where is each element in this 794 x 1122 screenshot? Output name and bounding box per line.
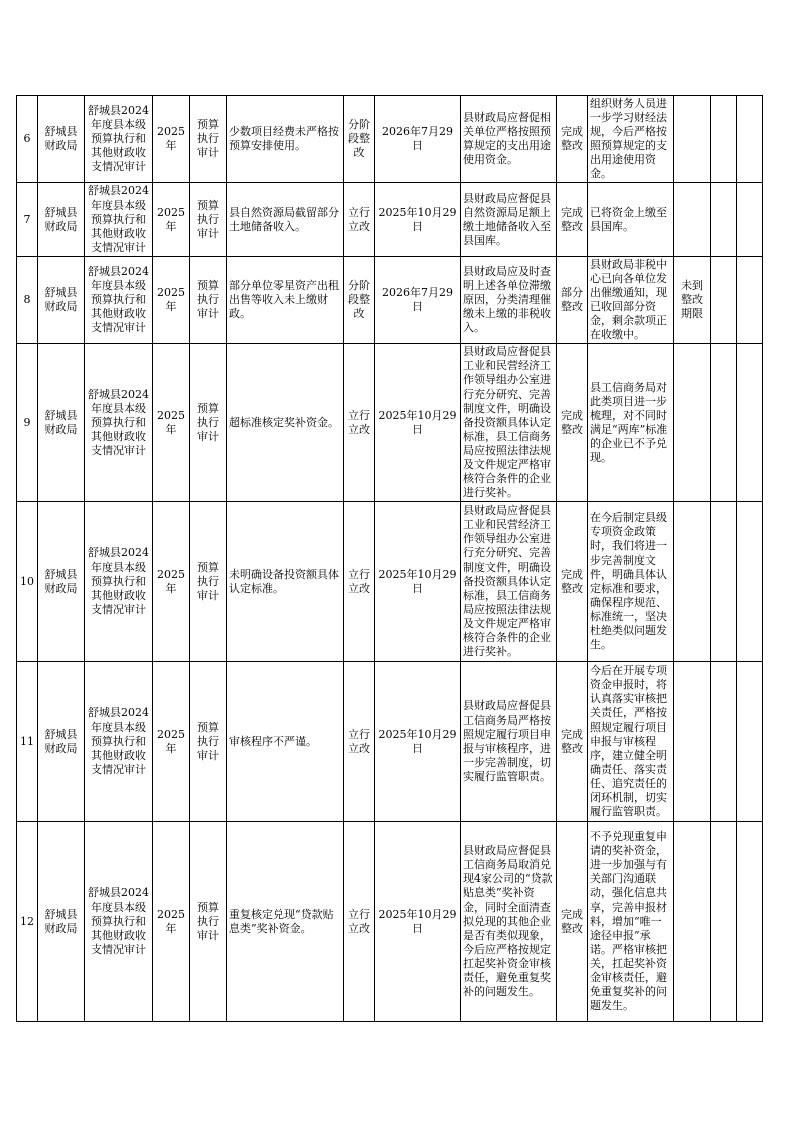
table-row xyxy=(17,822,763,1022)
rectification-method: 立行立改 xyxy=(344,502,375,662)
rectification-status: 完成整改 xyxy=(557,96,588,183)
audited-unit: 舒城县财政局 xyxy=(38,822,85,1022)
issue-description: 少数项目经费未严格按预算安排使用。 xyxy=(227,96,344,183)
audit-type: 预算执行审计 xyxy=(190,822,227,1022)
remark-cell xyxy=(711,662,737,822)
rectification-table xyxy=(16,95,763,1022)
rectification-deadline: 2025年10月29日 xyxy=(375,183,461,256)
audit-year: 2025年 xyxy=(153,822,190,1022)
incomplete-reason xyxy=(674,662,711,822)
rectification-requirement: 县财政局应及时查明上述各单位滞缴原因，分类清理催缴未上缴的非税收入。 xyxy=(461,256,557,343)
audit-project: 舒城县2024年度县本级预算执行和其他财政收支情况审计 xyxy=(85,96,153,183)
rectification-method: 立行立改 xyxy=(344,344,375,502)
audit-project: 舒城县2024年度县本级预算执行和其他财政收支情况审计 xyxy=(85,256,153,343)
audited-unit: 舒城县财政局 xyxy=(38,662,85,822)
rectification-result: 今后在开展专项资金申报时，将认真落实审核把关责任，严格按照规定履行项目申报与审核程序，建立健全明确责任、落实责任、追究责任的闭环机制，切实履行监管职责。 xyxy=(588,662,674,822)
rectification-status: 完成整改 xyxy=(557,344,588,502)
remark-cell xyxy=(711,502,737,662)
row-number: 7 xyxy=(17,183,38,256)
rectification-status: 完成整改 xyxy=(557,183,588,256)
row-number: 12 xyxy=(17,822,38,1022)
audited-unit: 舒城县财政局 xyxy=(38,96,85,183)
rectification-deadline: 2025年10月29日 xyxy=(375,344,461,502)
audit-project: 舒城县2024年度县本级预算执行和其他财政收支情况审计 xyxy=(85,183,153,256)
incomplete-reason xyxy=(674,344,711,502)
rectification-deadline: 2026年7月29日 xyxy=(375,256,461,343)
table-row xyxy=(17,256,763,343)
audit-type: 预算执行审计 xyxy=(190,344,227,502)
issue-description: 超标准核定奖补资金。 xyxy=(227,344,344,502)
audit-type: 预算执行审计 xyxy=(190,502,227,662)
audited-unit: 舒城县财政局 xyxy=(38,183,85,256)
audit-type: 预算执行审计 xyxy=(190,256,227,343)
rectification-method: 立行立改 xyxy=(344,822,375,1022)
audit-project: 舒城县2024年度县本级预算执行和其他财政收支情况审计 xyxy=(85,822,153,1022)
remark-cell xyxy=(711,344,737,502)
audit-year: 2025年 xyxy=(153,183,190,256)
rectification-method: 立行立改 xyxy=(344,183,375,256)
row-number: 9 xyxy=(17,344,38,502)
incomplete-reason xyxy=(674,183,711,256)
remark-cell xyxy=(711,256,737,343)
rectification-deadline: 2025年10月29日 xyxy=(375,662,461,822)
rectification-requirement: 县财政局应督促县工信商务局取消兑现4家公司的“贷款贴息类”奖补资金，同时全面清查拟兑现的其他企业是否有类似现象，今后应严格按规定扛起奖补资金审核责任，避免重复奖补的问题发生。 xyxy=(461,822,557,1022)
extra-cell xyxy=(737,96,763,183)
issue-description: 重复核定兑现“贷款贴息类”奖补资金。 xyxy=(227,822,344,1022)
audit-year: 2025年 xyxy=(153,662,190,822)
rectification-result: 在今后制定县级专项资金政策时，我们将进一步完善制度文件，明确具体认定标准和要求，确保程序规范、标准统一，坚决杜绝类似问题发生。 xyxy=(588,502,674,662)
audit-year: 2025年 xyxy=(153,96,190,183)
rectification-result: 县财政局非税中心已向各单位发出催缴通知，现已收回部分资金，剩余款项正在收缴中。 xyxy=(588,256,674,343)
rectification-status: 部分整改 xyxy=(557,256,588,343)
extra-cell xyxy=(737,183,763,256)
rectification-requirement: 县财政局应督促县工信商务局严格按照规定履行项目申报与审核程序，进一步完善制度，切实履行监管职责。 xyxy=(461,662,557,822)
audit-project: 舒城县2024年度县本级预算执行和其他财政收支情况审计 xyxy=(85,502,153,662)
table-row xyxy=(17,183,763,256)
rectification-method: 立行立改 xyxy=(344,662,375,822)
issue-description: 部分单位零星资产出租出售等收入未上缴财政。 xyxy=(227,256,344,343)
rectification-requirement: 县财政局应督促县工业和民营经济工作领导组办公室进行充分研究、完善制度文件，明确设备投资额具体认定标准，县工信商务局应按照法律法规及文件规定严格审核符合条件的企业进行奖补。 xyxy=(461,502,557,662)
rectification-result: 已将资金上缴至县国库。 xyxy=(588,183,674,256)
rectification-status: 完成整改 xyxy=(557,502,588,662)
audited-unit: 舒城县财政局 xyxy=(38,256,85,343)
incomplete-reason xyxy=(674,822,711,1022)
extra-cell xyxy=(737,256,763,343)
incomplete-reason xyxy=(674,502,711,662)
audit-type: 预算执行审计 xyxy=(190,662,227,822)
audit-type: 预算执行审计 xyxy=(190,183,227,256)
rectification-deadline: 2025年10月29日 xyxy=(375,822,461,1022)
extra-cell xyxy=(737,662,763,822)
rectification-result: 组织财务人员进一步学习财经法规，今后严格按照预算规定的支出用途使用资金。 xyxy=(588,96,674,183)
issue-description: 县自然资源局截留部分土地储备收入。 xyxy=(227,183,344,256)
audit-year: 2025年 xyxy=(153,502,190,662)
issue-description: 未明确设备投资额具体认定标准。 xyxy=(227,502,344,662)
extra-cell xyxy=(737,502,763,662)
audit-project: 舒城县2024年度县本级预算执行和其他财政收支情况审计 xyxy=(85,344,153,502)
remark-cell xyxy=(711,822,737,1022)
remark-cell xyxy=(711,96,737,183)
rectification-requirement: 县财政局应督促县工业和民营经济工作领导组办公室进行充分研究、完善制度文件，明确设备投资额具体认定标准，县工信商务局应按照法律法规及文件规定严格审核符合条件的企业进行奖补。 xyxy=(461,344,557,502)
row-number: 8 xyxy=(17,256,38,343)
rectification-method: 分阶段整改 xyxy=(344,96,375,183)
extra-cell xyxy=(737,344,763,502)
table-row xyxy=(17,96,763,183)
audit-year: 2025年 xyxy=(153,344,190,502)
issue-description: 审核程序不严谨。 xyxy=(227,662,344,822)
audited-unit: 舒城县财政局 xyxy=(38,502,85,662)
audited-unit: 舒城县财政局 xyxy=(38,344,85,502)
incomplete-reason xyxy=(674,96,711,183)
audit-type: 预算执行审计 xyxy=(190,96,227,183)
rectification-deadline: 2026年7月29日 xyxy=(375,96,461,183)
row-number: 11 xyxy=(17,662,38,822)
rectification-requirement: 县财政局应督促县自然资源局足额上缴土地储备收入至县国库。 xyxy=(461,183,557,256)
rectification-result: 县工信商务局对此类项目进一步梳理，对不同时满足“两库”标准的企业已不予兑现。 xyxy=(588,344,674,502)
incomplete-reason: 未到整改期限 xyxy=(674,256,711,343)
rectification-result: 不予兑现重复申请的奖补资金，进一步加强与有关部门沟通联动，强化信息共享，完善申报材料，增加“唯一途径申报”承诺。严格审核把关，扛起奖补资金审核责任，避免重复奖补的问题发生。 xyxy=(588,822,674,1022)
audit-project: 舒城县2024年度县本级预算执行和其他财政收支情况审计 xyxy=(85,662,153,822)
rectification-method: 分阶段整改 xyxy=(344,256,375,343)
table-row xyxy=(17,662,763,822)
rectification-requirement: 县财政局应督促相关单位严格按照预算规定的支出用途使用资金。 xyxy=(461,96,557,183)
rectification-deadline: 2025年10月29日 xyxy=(375,502,461,662)
table-row xyxy=(17,344,763,502)
row-number: 10 xyxy=(17,502,38,662)
extra-cell xyxy=(737,822,763,1022)
rectification-status: 完成整改 xyxy=(557,662,588,822)
table-row xyxy=(17,502,763,662)
rectification-status: 完成整改 xyxy=(557,822,588,1022)
audit-year: 2025年 xyxy=(153,256,190,343)
row-number: 6 xyxy=(17,96,38,183)
remark-cell xyxy=(711,183,737,256)
